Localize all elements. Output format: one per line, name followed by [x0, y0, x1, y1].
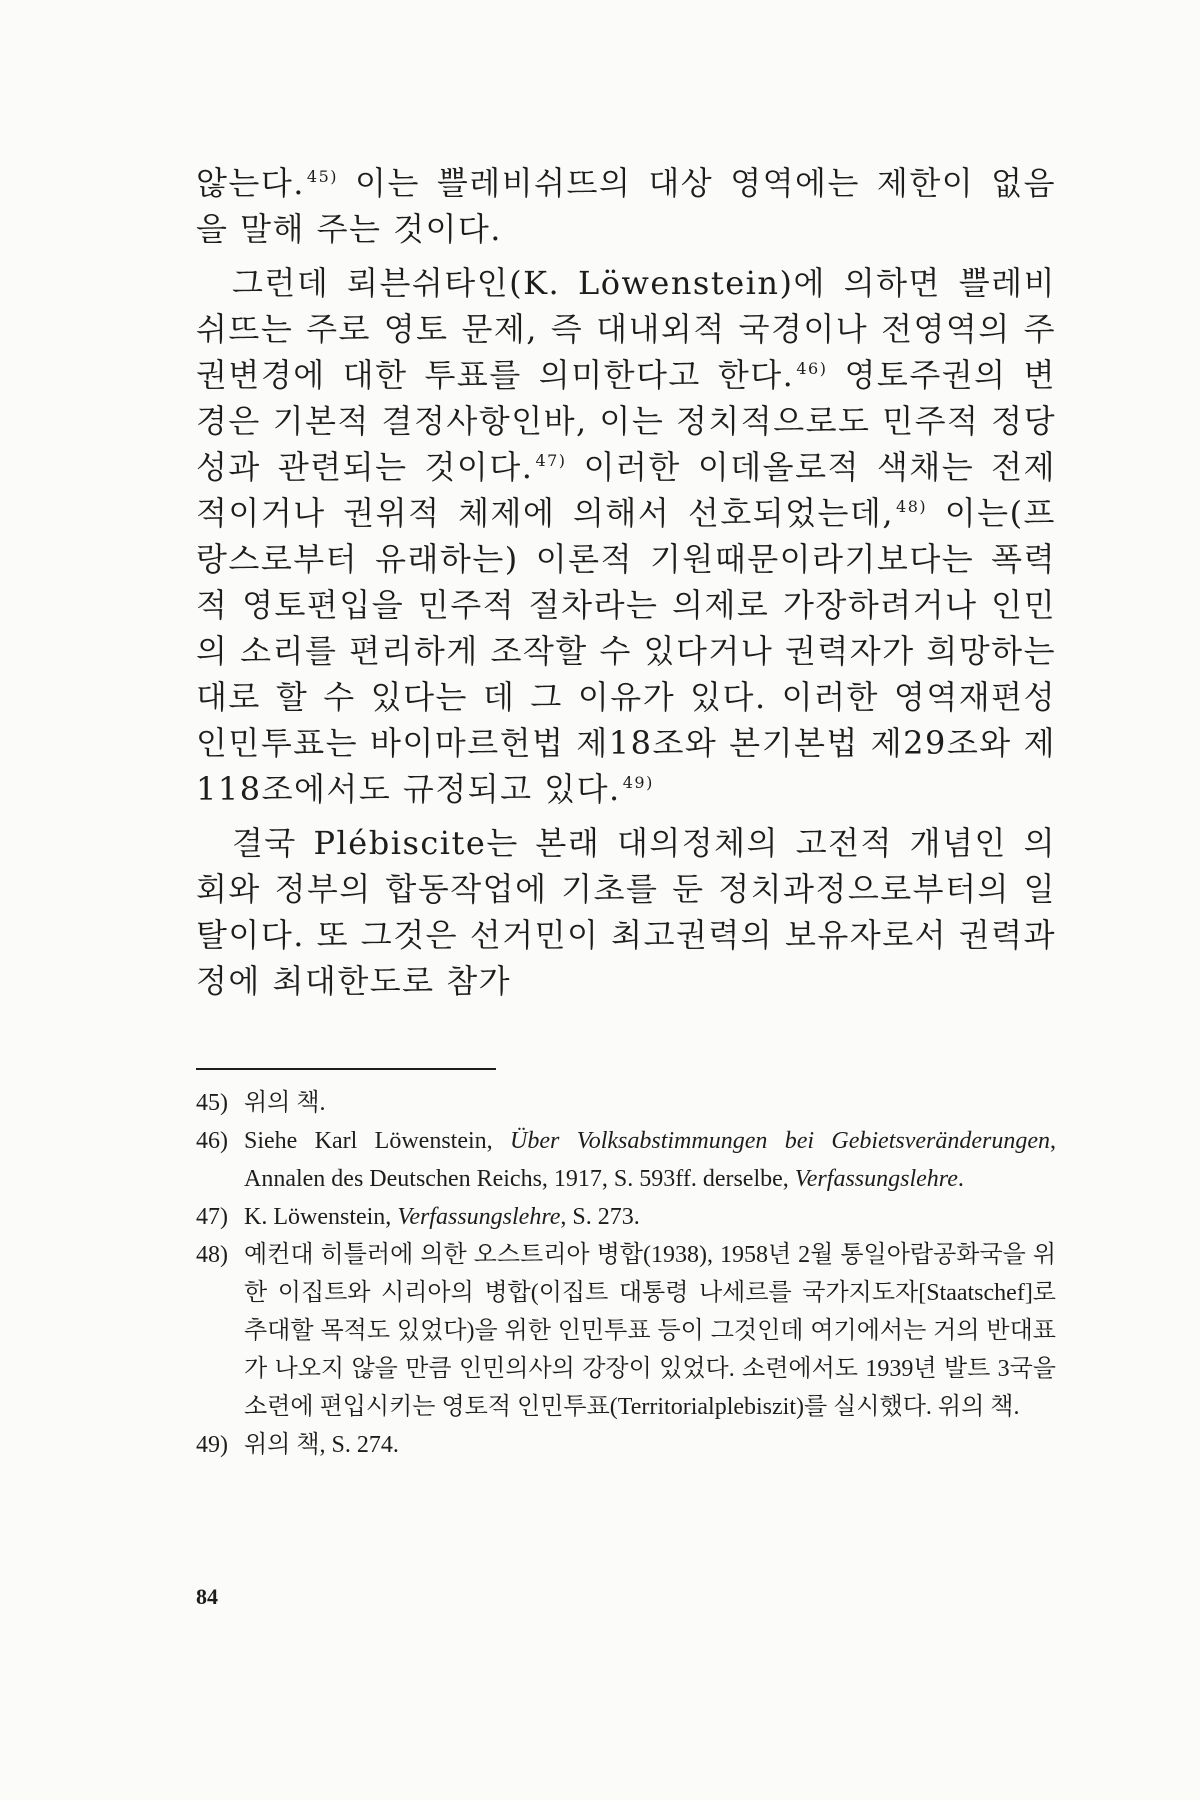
footnote-text: 예컨대 히틀러에 의한 오스트리아 병합(1938), 1958년 2월 통일아랍공화국을 위한 이집트와 시리아의 병합(이집트 대통령 나세르를 국가지도자[Staatschef]로 추대할 목적도 있었다)을 위한 인민투표 등이 그것인데 여기에서는 거의 반대표가 나오지 않을 만큼 인민의사의 강장이 있었다. 소련에서도 1939년 발트 3국을 소련에 편입시키는 영토적 인민투표(Territorialplebiszit)를 실시했다. 위의 책.: [244, 1242, 1056, 1420]
footnote-number: 47): [196, 1204, 228, 1230]
paragraph-2: [196, 260, 1056, 812]
text-span: 영토주권의 변경은 기본적 결정사항인바, 이는 정치적으로도 민주적 정당성과 관련되는 것이다.: [196, 356, 1056, 486]
footnote-ref-45: 45): [306, 167, 339, 186]
text-span: 이는 쁠레비쉬뜨의 대상 영역에는 제한이 없음을 말해 주는 것이다.: [196, 164, 1056, 248]
footnote-ref-47: 47): [535, 451, 567, 470]
footnotes: [196, 1084, 1056, 1464]
footnote-divider: [196, 1068, 496, 1070]
footnote-number: 48): [196, 1242, 228, 1268]
footnote-47: [196, 1198, 1056, 1236]
footnote-ref-48: 48): [896, 497, 928, 516]
footnote-ref-49: 49): [622, 773, 654, 792]
text-span: .: [957, 1166, 964, 1192]
page-number: 84: [196, 1584, 218, 1609]
paragraph-1: [196, 160, 1056, 252]
footnote-text: 위의 책, S. 274.: [244, 1432, 399, 1458]
text-span: 않는다.: [196, 164, 305, 202]
text-span: K. Löwenstein,: [244, 1204, 398, 1230]
book-title: Über Volksabstimmungen bei Gebietsveränderungen: [510, 1128, 1050, 1154]
text-span: Siehe Karl Löwenstein,: [244, 1128, 511, 1154]
footnote-text: 위의 책.: [244, 1090, 326, 1116]
footnote-number: 49): [196, 1432, 228, 1458]
paragraph-3: [196, 820, 1056, 1004]
footnote-46: [196, 1122, 1056, 1198]
main-text: [196, 160, 1056, 1012]
text-span: , Annalen des Deutschen Reichs, 1917, S. 593ff. derselbe,: [244, 1128, 1056, 1192]
footnote-ref-46: 46): [796, 359, 828, 378]
book-title: Verfassungslehre: [794, 1166, 958, 1192]
footnote-text: [244, 1122, 1056, 1198]
text-span: , S. 273.: [560, 1204, 640, 1230]
footnote-48: [196, 1236, 1056, 1426]
book-title: Verfassungslehre: [397, 1204, 561, 1230]
footnote-number: 46): [196, 1128, 228, 1154]
text-span: 이러한 이데올로적 색채는 전제적이거나 권위적 체제에 의해서 선호되었는데,: [196, 448, 1056, 532]
footnote-49: [196, 1426, 1056, 1464]
footnote-number: 45): [196, 1090, 228, 1116]
footnote-45: [196, 1084, 1056, 1122]
text-span: 이는(프랑스로부터 유래하는) 이론적 기원때문이라기보다는 폭력적 영토편입을 민주적 절차라는 의제로 가장하려거나 인민의 소리를 편리하게 조작할 수 있다거나 권력자가 희망하는 대로 할 수 있다는 데 그 이유가 있다. 이러한 영역재편성 인민투표는 바이마르헌법 제18조와 본기본법 제29조와 제118조에서도 규정되고 있다.: [196, 494, 1056, 808]
footnote-text: [244, 1198, 1056, 1236]
text-span: 그런데 뢰븐쉬타인(K. Löwenstein)에 의하면 쁠레비쉬뜨는 주로 영토 문제, 즉 대내외적 국경이나 전영역의 주권변경에 대한 투표를 의미한다고 한다.: [196, 264, 1056, 394]
text-span: 결국 Plébiscite는 본래 대의정체의 고전적 개념인 의회와 정부의 합동작업에 기초를 둔 정치과정으로부터의 일탈이다. 또 그것은 선거민이 최고권력의 보유자로서 권력과정에 최대한도로 참가: [196, 824, 1056, 1000]
